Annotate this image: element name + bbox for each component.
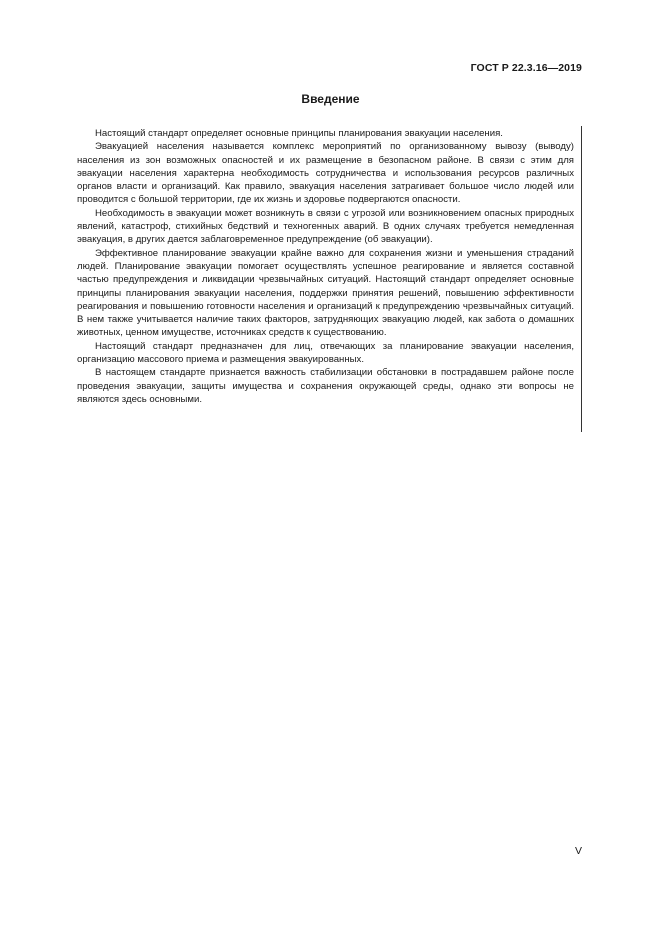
document-code: ГОСТ Р 22.3.16—2019 [470, 62, 582, 74]
paragraph: Эффективное планирование эвакуации крайне важно для сохранения жизни и уменьшения страданий людей. Планирование эвакуации помогает осуществлять успешное реагирование и является составной частью предупреждения и ликвидации чрезвычайных ситуаций. Настоящий стандарт определяет основные принципы планирования эвакуации населения, поддержки принятия решений, повышению эффективности реагирования и повышению готовности населения и организаций к предупреждению чрезвычайных ситуаций. В нем также учитывается наличие таких факторов, затрудняющих эвакуацию людей, как забота о домашних животных, ценном имуществе, источниках средств к существованию. [77, 247, 574, 339]
body-text [77, 127, 574, 406]
change-bar [581, 126, 582, 432]
page-number: V [574, 845, 582, 857]
paragraph: В настоящем стандарте признается важность стабилизации обстановки в пострадавшем районе после проведения эвакуации, защиты имущества и сохранения окружающей среды, однако эти вопросы не являются здесь основными. [77, 367, 574, 405]
section-title: Введение [301, 92, 360, 106]
paragraph: Необходимость в эвакуации может возникнуть в связи с угрозой или возникновением опасных природных явлений, катастроф, стихийных бедствий и техногенных аварий. В одних случаях требуется немедленная эвакуация, в других дается заблаговременное предупреждение (об эвакуации). [77, 207, 574, 246]
paragraph: Эвакуацией населения называется комплекс мероприятий по организованному вывозу (выводу) населения из зон возможных опасностей и их размещение в безопасном районе. В связи с этим для эвакуации населения характерна необходимость сотрудничества и использования ресурсов различных органов власти и организаций. Как правило, эвакуация населения затрагивает большое число людей или проводится с большой территории, где их жизнь и здоровье подвергаются опасности. [77, 141, 574, 206]
paragraph: Настоящий стандарт определяет основные принципы планирования эвакуации населения. [95, 128, 503, 139]
paragraph: Настоящий стандарт предназначен для лиц, отвечающих за планирование эвакуации населения, организацию массового приема и размещения эвакуированных. [77, 340, 574, 366]
